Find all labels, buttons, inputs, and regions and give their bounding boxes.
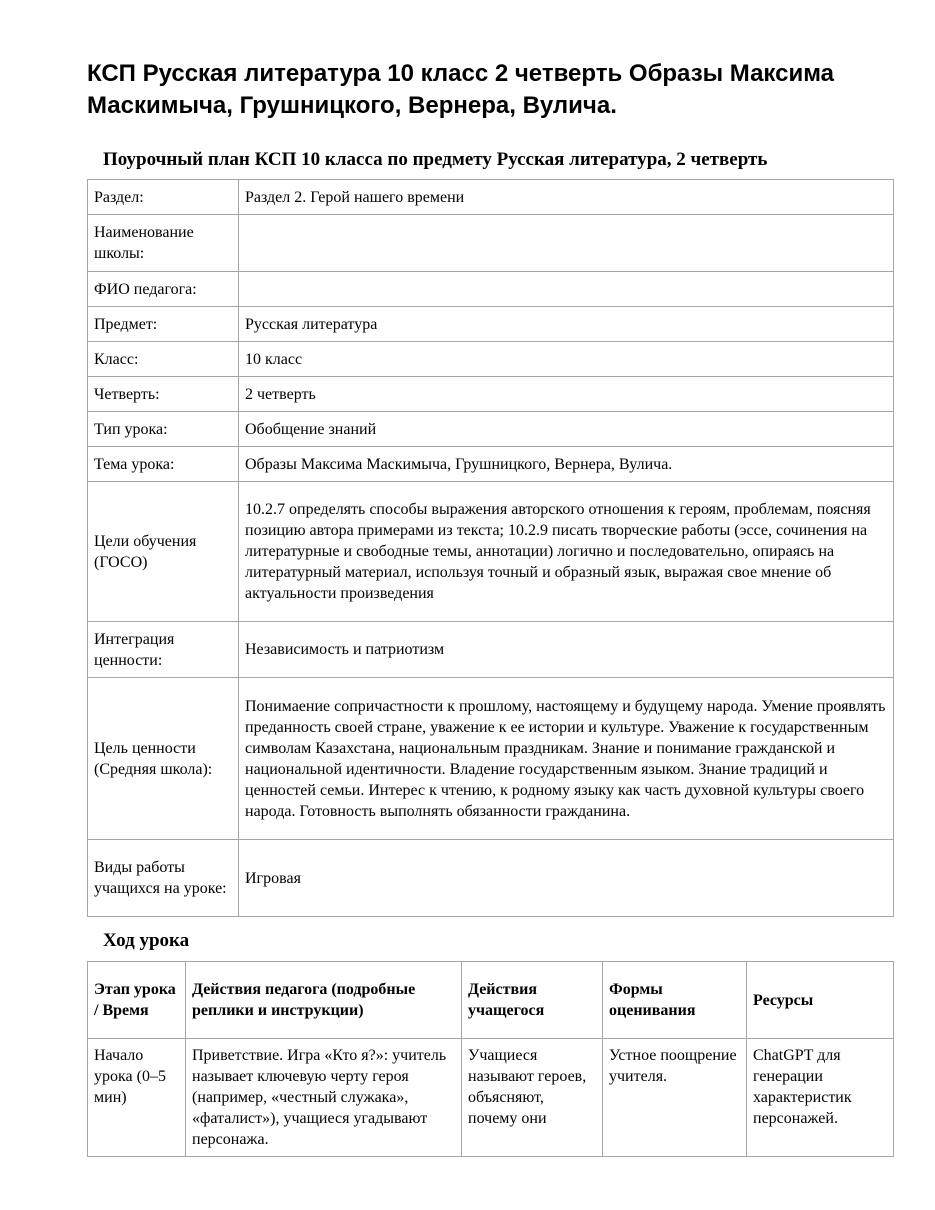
- table-header-row: [88, 962, 894, 1039]
- column-header-student-actions: Действия учащегося: [462, 962, 603, 1039]
- info-label: Виды работы учащихся на уроке:: [88, 840, 239, 917]
- info-value: 10.2.7 определять способы выражения авторского отношения к героям, проблемам, поясняя позицию автора примерами из текста; 10.2.9 писать творческие работы (эссе, сочинения на литературные и свободные темы, аннотации) логично и последовательно, опираясь на литературный материал, используя точный и образный язык, выражая свое мнение об актуальности произведения: [239, 482, 894, 622]
- resources-cell: ChatGPT для генерации характеристик персонажей.: [747, 1039, 894, 1157]
- teacher-actions-cell: Приветствие. Игра «Кто я?»: учитель называет ключевую черту героя (например, «честный служака», «фаталист»), учащиеся угадывают персонажа.: [186, 1039, 462, 1157]
- info-label: Класс:: [88, 342, 239, 377]
- info-label: Четверть:: [88, 377, 239, 412]
- info-value: Игровая: [239, 840, 894, 917]
- lesson-progress-heading: Ход урока: [103, 930, 190, 951]
- info-value: 2 четверть: [239, 377, 894, 412]
- table-row: [88, 215, 894, 272]
- column-header-teacher-actions: Действия педагога (подробные реплики и инструкции): [186, 962, 462, 1039]
- info-label: Наименование школы:: [88, 215, 239, 272]
- info-value: [239, 272, 894, 307]
- info-label: Интеграция ценности:: [88, 622, 239, 678]
- lesson-info-table: [87, 179, 894, 917]
- column-header-assessment: Формы оценивания: [603, 962, 747, 1039]
- table-row: [88, 678, 894, 840]
- table-row: [88, 482, 894, 622]
- info-value: [239, 215, 894, 272]
- table-row: [88, 377, 894, 412]
- info-label: Цели обучения (ГОСО): [88, 482, 239, 622]
- info-label: Тема урока:: [88, 447, 239, 482]
- info-value: 10 класс: [239, 342, 894, 377]
- info-value: Русская литература: [239, 307, 894, 342]
- info-label: Цель ценности (Средняя школа):: [88, 678, 239, 840]
- column-header-resources: Ресурсы: [747, 962, 894, 1039]
- table-row: [88, 622, 894, 678]
- lesson-progress-table: [87, 961, 894, 1157]
- info-value: Независимость и патриотизм: [239, 622, 894, 678]
- assessment-cell: Устное поощрение учителя.: [603, 1039, 747, 1157]
- student-actions-cell: Учащиеся называют героев, объясняют, почему они: [462, 1039, 603, 1157]
- stage-cell: Начало урока (0–5 мин): [88, 1039, 186, 1157]
- info-label: ФИО педагога:: [88, 272, 239, 307]
- table-row: [88, 272, 894, 307]
- table-row: [88, 412, 894, 447]
- table-row: [88, 307, 894, 342]
- document-title: КСП Русская литература 10 класс 2 четверть Образы Максима Маскимыча, Грушницкого, Вернера, Вулича.: [87, 60, 834, 119]
- info-value: Понимаение сопричастности к прошлому, настоящему и будущему народа. Умение проявлять преданность своей стране, уважение к ее истории и культуре. Уважение к государственным символам Казахстана, национальным праздникам. Знание и понимание гражданской и национальной идентичности. Владение государственным языком. Знание традиций и ценностей семьи. Интерес к чтению, к родному языку как часть духовной культуры своего народа. Готовность выполнять обязанности гражданина.: [239, 678, 894, 840]
- info-label: Предмет:: [88, 307, 239, 342]
- info-label: Раздел:: [88, 180, 239, 215]
- info-value: Обобщение знаний: [239, 412, 894, 447]
- table-row: [88, 342, 894, 377]
- table-row: [88, 840, 894, 917]
- table-row: [88, 447, 894, 482]
- info-label: Тип урока:: [88, 412, 239, 447]
- table-row: [88, 1039, 894, 1157]
- column-header-stage: Этап урока / Время: [88, 962, 186, 1039]
- info-value: Раздел 2. Герой нашего времени: [239, 180, 894, 215]
- plan-subtitle: Поурочный план КСП 10 класса по предмету Русская литература, 2 четверть: [103, 149, 768, 170]
- info-value: Образы Максима Маскимыча, Грушницкого, Вернера, Вулича.: [239, 447, 894, 482]
- table-row: [88, 180, 894, 215]
